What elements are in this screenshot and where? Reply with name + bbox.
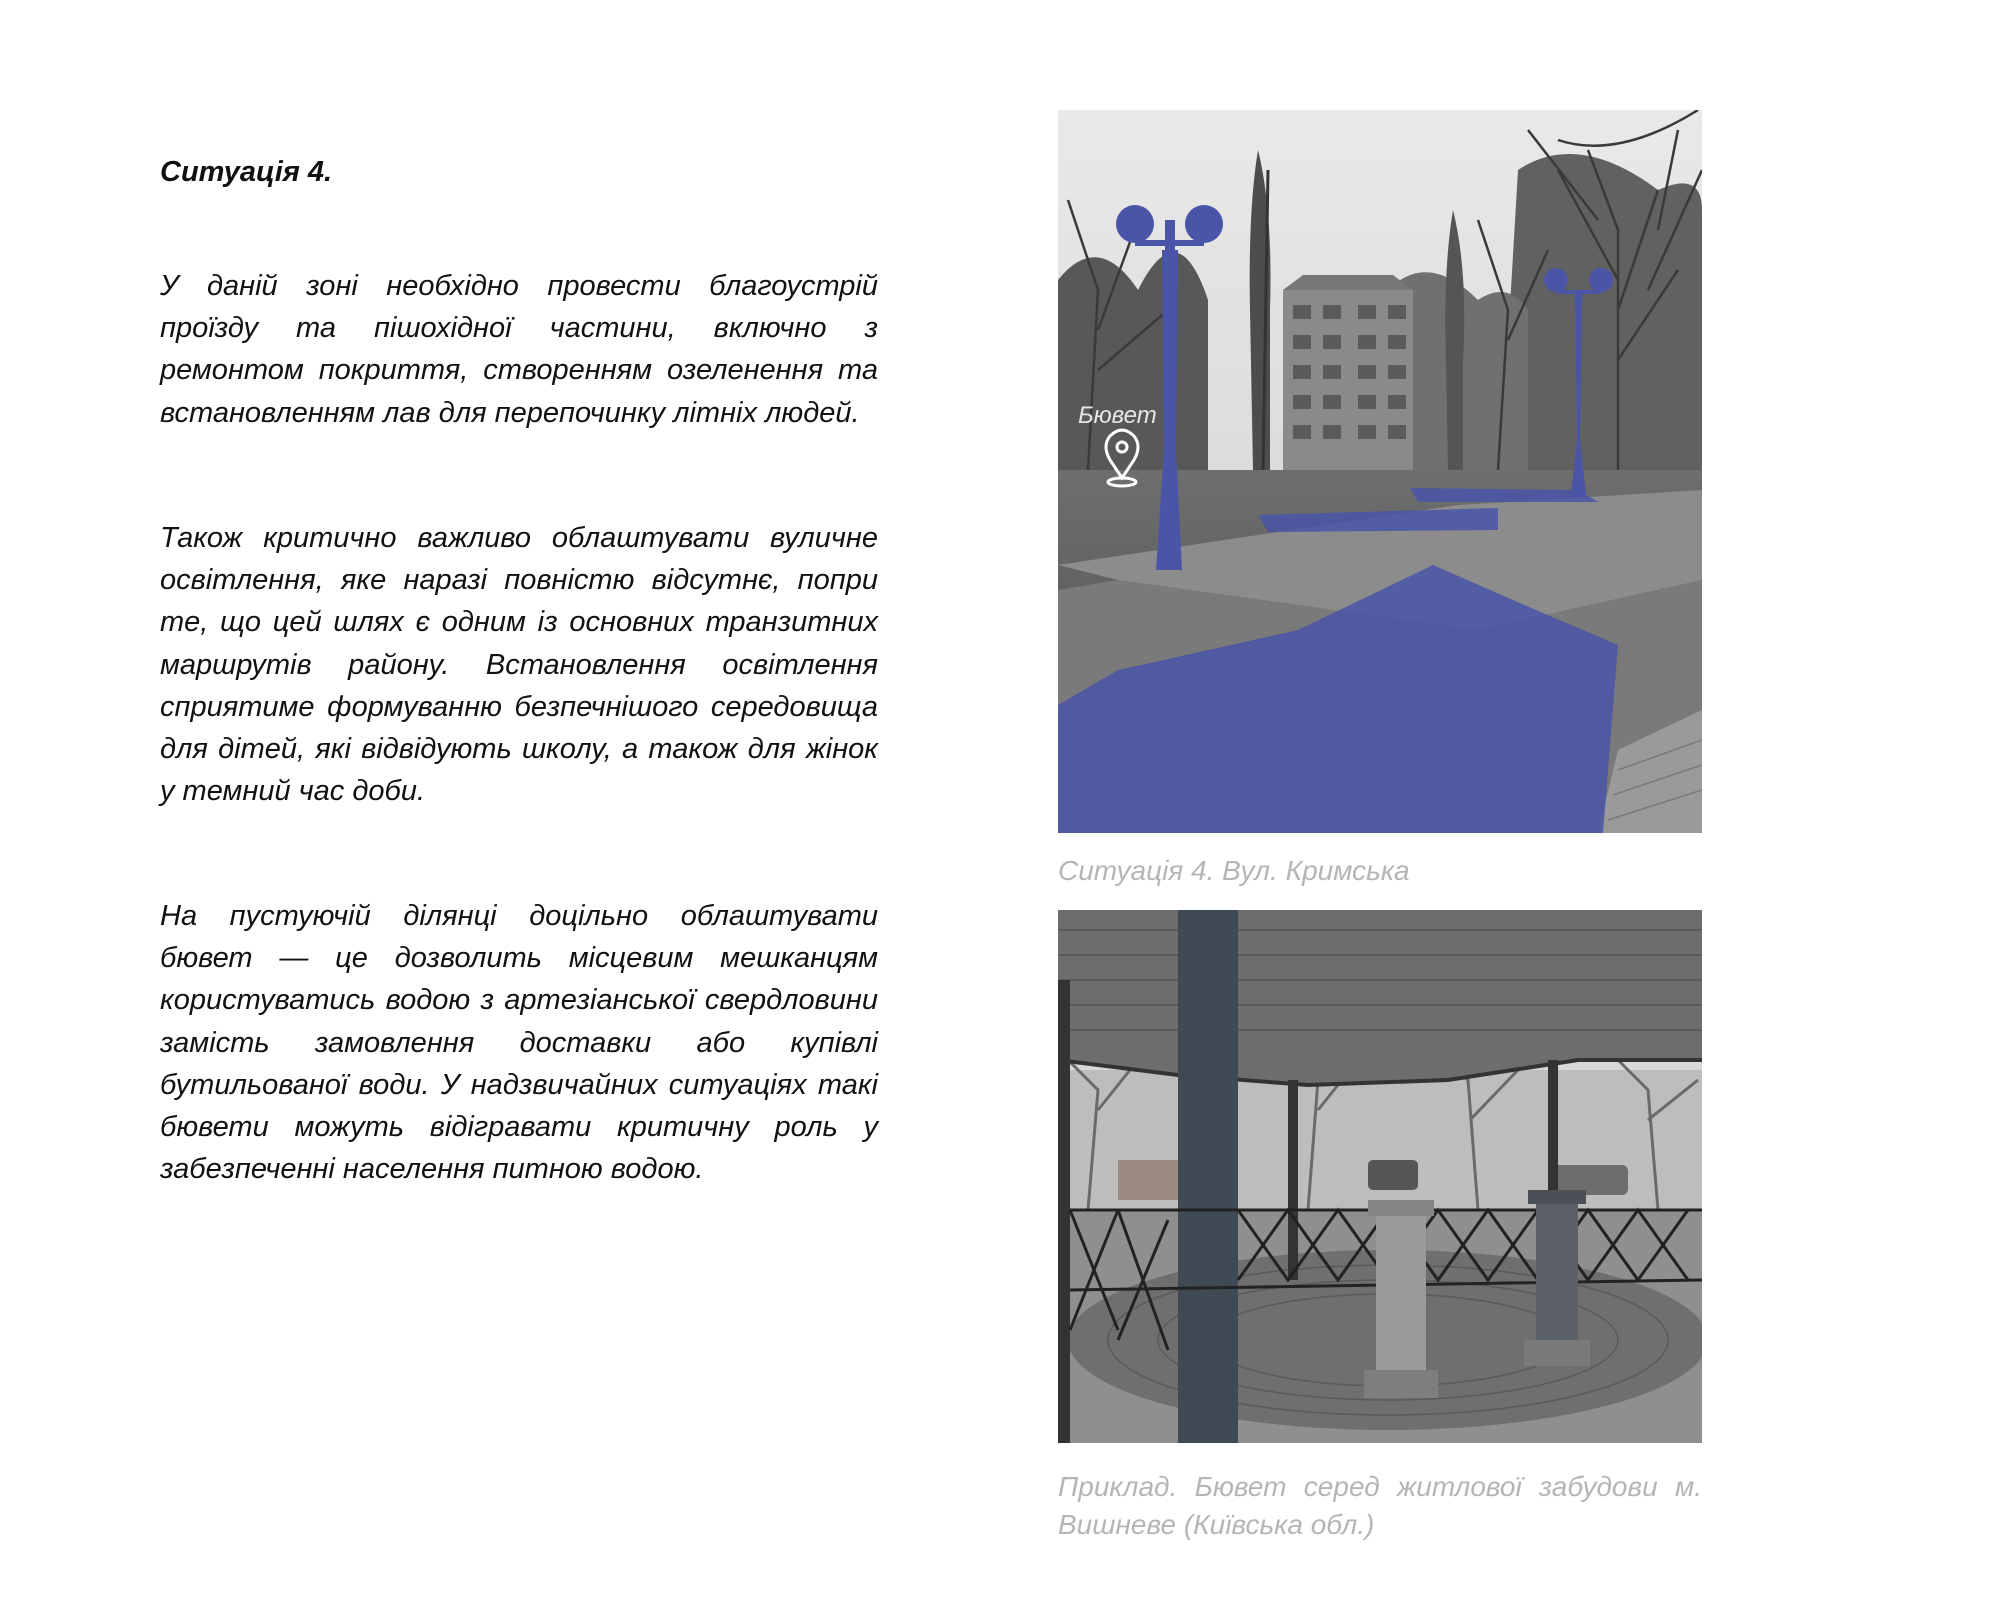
pump-room-label: Бювет — [1078, 402, 1157, 429]
street-photo-situation-4 — [1058, 110, 1702, 833]
apartment-building — [1283, 275, 1413, 470]
pump-room-example-photo — [1058, 910, 1702, 1443]
paragraph-lighting: Також критично важливо облаштувати вуличне освітлення, яке наразі повністю відсутнє, попри те, що цей шлях є одним із основних транзитних маршрутів району. Встановлення освітлення сприятиме формуванню безпечнішого середовища для дітей, які відвідують школу, а також для жінок у темний час доби. — [160, 522, 878, 808]
paragraph-landscaping: У даній зоні необхідно провести благоустрій проїзду та пішохідної частини, включно з ремонтом покриття, створенням озеленення та встановленням лав для перепочинку літніх людей. — [160, 270, 878, 429]
pavilion-pillar — [1178, 910, 1238, 1443]
section-heading: Ситуація 4. — [160, 156, 333, 188]
paragraph-pump-room: На пустуючій ділянці доцільно облаштувати бювет — це дозволить місцевим мешканцям користуватись водою з артезіанської свердловини замість замовлення доставки або купівлі бутильованої води. У надзвичайних ситуаціях такі бювети можуть відігравати критичну роль у забезпеченні населення питною водою. — [160, 900, 878, 1186]
photo-caption-situation: Ситуація 4. Вул. Кримська — [1058, 855, 1410, 886]
photo-caption-example: Приклад. Бювет серед житлової забудови м. Вишневе (Київська обл.) — [1058, 1471, 1702, 1540]
